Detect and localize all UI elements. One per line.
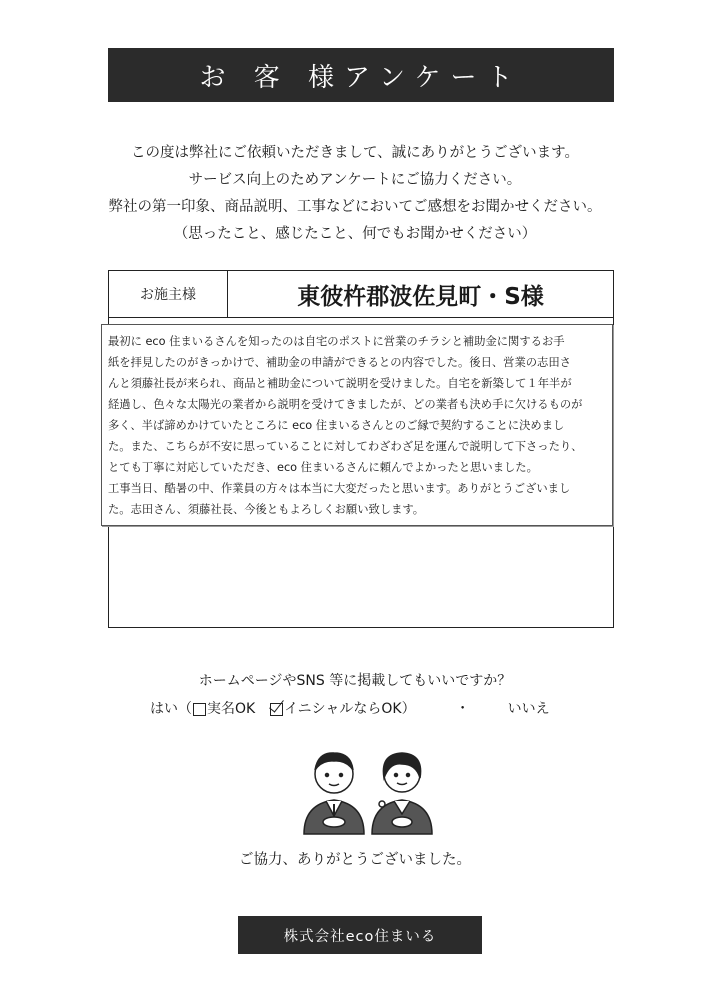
female-staff-icon bbox=[372, 753, 432, 834]
no-label: いいえ bbox=[507, 701, 550, 717]
thanks-text: ご協力、ありがとうございました。 bbox=[239, 852, 471, 868]
real-name-label: 実名OK bbox=[207, 701, 256, 717]
intro-line: 弊社の第一印象、商品説明、工事などにおいてご感想をお聞かせください。 bbox=[108, 199, 602, 215]
comment-line: 工事当日、酷暑の中、作業員の方々は本当に大変だったと思います。ありがとうございまし bbox=[108, 482, 571, 495]
permission-question: ホームページやSNS 等に掲載してもいいですか？ bbox=[198, 673, 512, 689]
customer-name: 東彼杵郡波佐見町・S様 bbox=[297, 283, 544, 310]
customer-box bbox=[108, 270, 614, 318]
initials-checkbox[interactable] bbox=[270, 703, 283, 716]
customer-label: お施主様 bbox=[109, 271, 228, 317]
intro-line: この度は弊社にご依頼いただきまして、誠にありがとうございます。 bbox=[130, 145, 580, 161]
intro-line: サービス向上のためアンケートにご協力ください。 bbox=[188, 172, 522, 188]
comment-line: 最初に eco 住まいるさんを知ったのは自宅のポストに営業のチラシと補助金に関するお手 bbox=[108, 335, 565, 348]
comment-line: た。また、こちらが不安に思っていることに対してわざわざ足を運んで説明して下さったり、 bbox=[108, 440, 583, 453]
comment-line: んと須藤社長が来られ、商品と補助金について説明を受けました。自宅を新築して１年半が bbox=[108, 377, 572, 390]
permission-options bbox=[150, 698, 590, 718]
company-name: 株式会社eco住まいる bbox=[238, 916, 482, 954]
intro-line: （思ったこと、感じたこと、何でもお聞かせください） bbox=[173, 226, 537, 242]
comment-text bbox=[101, 324, 613, 526]
intro-text bbox=[60, 140, 650, 248]
comment-line: 多く、半ば諦めかけていたところに eco 住まいるさんとのご縁で契約することに決めまし bbox=[108, 419, 565, 432]
yes-label: はい（ bbox=[150, 701, 192, 717]
real-name-checkbox[interactable] bbox=[193, 703, 206, 716]
survey-title: お 客 様アンケート bbox=[108, 48, 614, 102]
comment-line: 経過し、色々な太陽光の業者から説明を受けてきましたが、どの業者も決め手に欠けるものが bbox=[108, 398, 583, 411]
male-staff-icon bbox=[304, 753, 364, 834]
staff-illustration bbox=[296, 744, 436, 836]
separator-dot: ・ bbox=[455, 701, 470, 717]
comment-line: 紙を拝見したのがきっかけで、補助金の申請ができるとの内容でした。後日、営業の志田さ bbox=[108, 356, 571, 369]
comment-line: た。志田さん、須藤社長、今後ともよろしくお願い致します。 bbox=[108, 503, 425, 516]
comment-line: とても丁寧に対応していただき、eco 住まいるさんに頼んでよかったと思いました。 bbox=[108, 461, 538, 474]
initials-label: イニシャルならOK） bbox=[284, 701, 416, 717]
